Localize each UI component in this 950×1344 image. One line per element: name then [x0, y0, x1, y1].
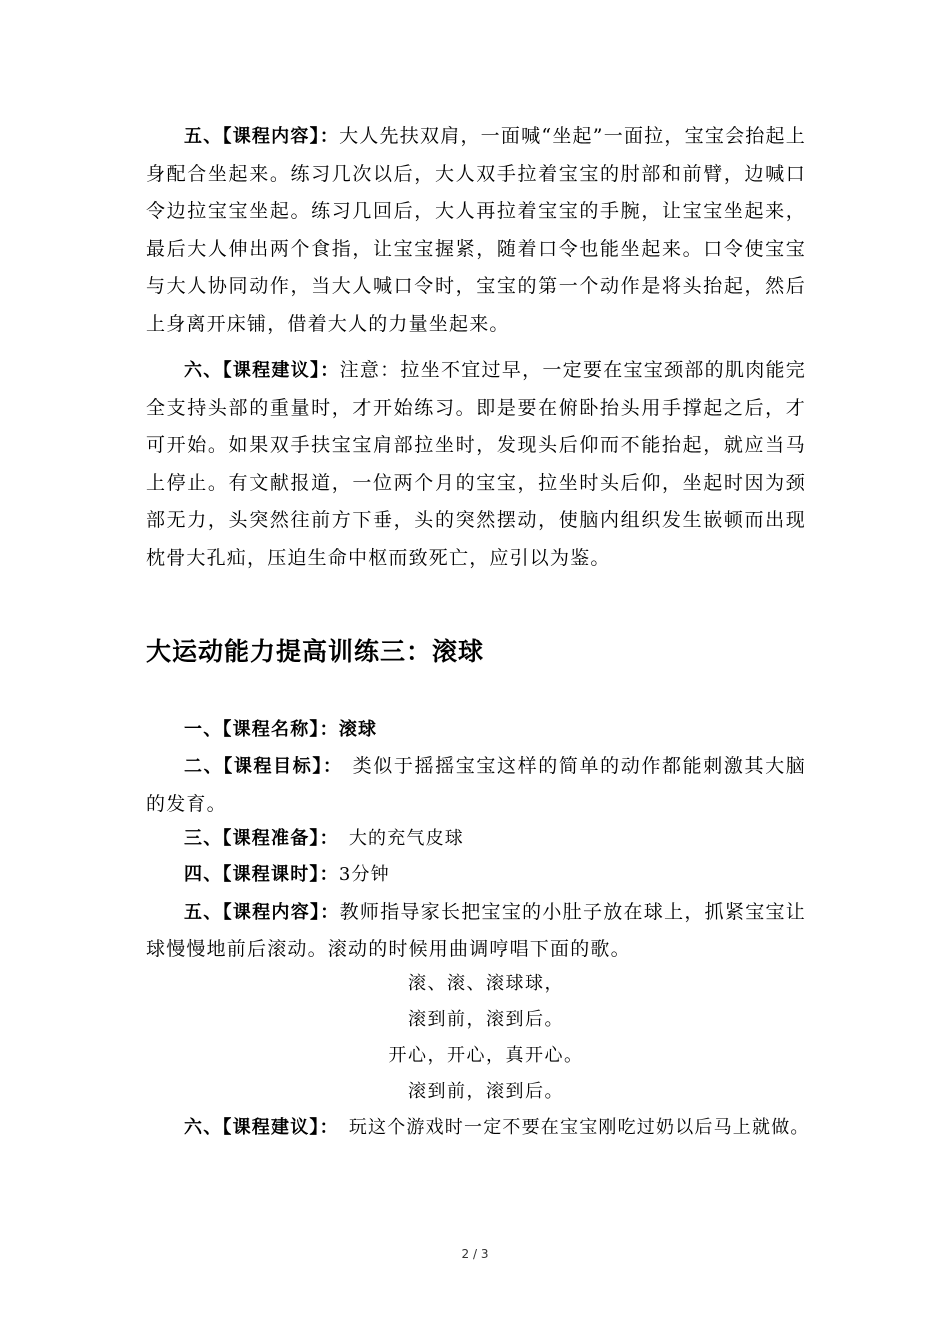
- item-course-content: [146, 894, 806, 967]
- section-heading: 大运动能力提高训练三：滚球: [146, 637, 485, 666]
- song-line-1: 滚、滚、滚球球，: [408, 973, 564, 994]
- label-course-content: 五、【课程内容】：: [184, 126, 340, 147]
- label-course-goal: 二、【课程目标】：: [184, 756, 343, 777]
- label-course-advice: 六、【课程建议】：: [184, 360, 340, 381]
- label-course-prep: 三、【课程准备】：: [184, 828, 339, 849]
- value-course-goal: 类似于摇摇宝宝这样的简单的动作都能刺激其大脑的发育。: [146, 755, 806, 815]
- song-line-3: 开心，开心，真开心。: [388, 1045, 584, 1066]
- text-course-advice: 注意：拉坐不宜过早，一定要在宝宝颈部的肌肉能完全支持头部的重量时，才开始练习。即是要在俯卧抬头用手撑起之后，才可开始。如果双手扶宝宝肩部拉坐时，发现头后仰而不能抬起，就应当马上停止。有文献报道，一位两个月的宝宝，拉坐时头后仰，坐起时因为颈部无力，头突然往前方下垂，头的突然摆动，使脑内组织发生嵌顿而出现枕骨大孔疝，压迫生命中枢而致死亡，应引以为鉴。: [146, 359, 806, 569]
- label-course-name: 一、【课程名称】：: [184, 719, 339, 740]
- item-course-name: [146, 712, 864, 748]
- value-course-duration: 3分钟: [338, 864, 390, 885]
- label-course-advice-2: 六、【课程建议】：: [184, 1117, 339, 1138]
- value-course-content-2: 教师指导家长把宝宝的小肚子放在球上，抓紧宝宝让球慢慢地前后滚动。滚动的时候用曲调哼唱下面的歌。: [146, 901, 806, 960]
- text-course-content: 大人先扶双肩，一面喊“坐起”一面拉，宝宝会抬起上身配合坐起来。练习几次以后，大人双手拉着宝宝的肘部和前臂，边喊口令边拉宝宝坐起。练习几回后，大人再拉着宝宝的手腕，让宝宝坐起来，最后大人伸出两个食指，让宝宝握紧，随着口令也能坐起来。口令使宝宝与大人协同动作，当大人喊口令时，宝宝的第一个动作是将头抬起，然后上身离开床铺，借着大人的力量坐起来。: [146, 125, 806, 335]
- item-course-goal: [146, 748, 806, 823]
- paragraph-course-content: [146, 118, 806, 343]
- paragraph-course-advice: [146, 352, 806, 577]
- item-course-advice: [146, 1110, 864, 1146]
- value-course-prep: 大的充气皮球: [348, 828, 465, 849]
- item-course-prep: [146, 821, 864, 857]
- page-number: 2 / 3: [461, 1247, 489, 1261]
- label-course-duration: 四、【课程课时】：: [184, 864, 339, 885]
- value-course-name: 滚球: [338, 719, 378, 740]
- item-course-duration: [146, 857, 864, 893]
- value-course-advice-2: 玩这个游戏时一定不要在宝宝刚吃过奶以后马上就做。: [348, 1117, 810, 1138]
- song-line-4: 滚到前，滚到后。: [408, 1081, 564, 1102]
- song-line-2: 滚到前，滚到后。: [408, 1009, 564, 1030]
- label-course-content-2: 五、【课程内容】：: [184, 902, 340, 923]
